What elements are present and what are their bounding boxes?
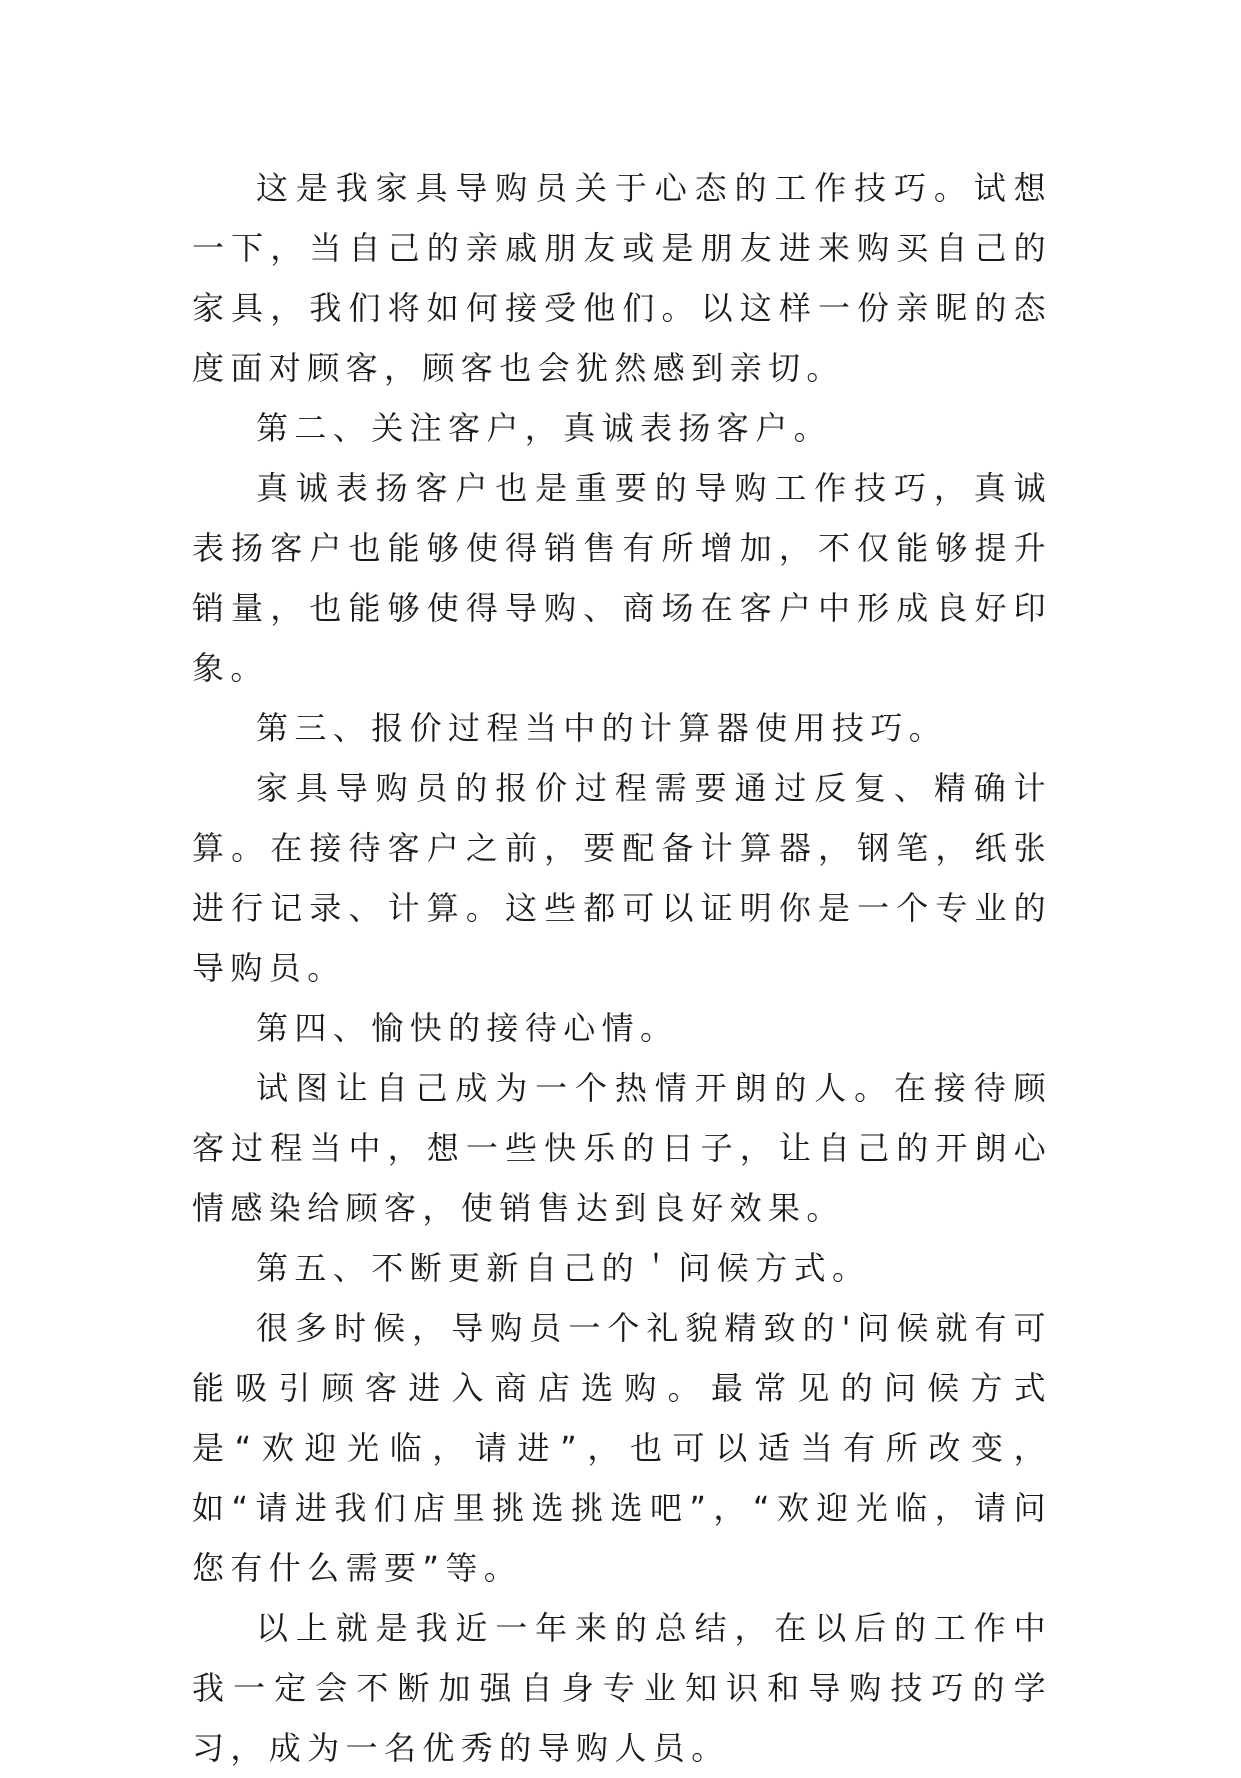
- paragraph-greeting: 很多时候，导购员一个礼貌精致的'问候就有可能吸引顾客进入商店选购。最常见的问候方式是“欢迎光临，请进”，也可以适当有所改变，如“请进我们店里挑选挑选吧”，“欢迎光临，请问您有什么需要”等。: [192, 1309, 1052, 1587]
- paragraph-mood: 试图让自己成为一个热情开朗的人。在接待顾客过程当中，想一些快乐的日子，让自己的开朗心情感染给顾客，使销售达到良好效果。: [192, 1069, 1052, 1227]
- heading-fourth: 第四、愉快的接待心情。: [256, 1009, 679, 1047]
- paragraph-summary: 以上就是我近一年来的总结，在以后的工作中我一定会不断加强自身专业知识和导购技巧的学习，成为一名优秀的导购人员。: [192, 1609, 1052, 1767]
- paragraph-mindset: 这是我家具导购员关于心态的工作技巧。试想一下，当自己的亲戚朋友或是朋友进来购买自己的家具，我们将如何接受他们。以这样一份亲昵的态度面对顾客，顾客也会犹然感到亲切。: [192, 169, 1052, 387]
- heading-fifth: 第五、不断更新自己的＇问候方式。: [256, 1249, 871, 1287]
- heading-third: 第三、报价过程当中的计算器使用技巧。: [256, 709, 948, 747]
- heading-second: 第二、关注客户，真诚表扬客户。: [256, 409, 833, 447]
- document-body: [192, 158, 1052, 1778]
- paragraph-praise: 真诚表扬客户也是重要的导购工作技巧，真诚表扬客户也能够使得销售有所增加，不仅能够提升销量，也能够使得导购、商场在客户中形成良好印象。: [192, 469, 1052, 687]
- paragraph-calculator: 家具导购员的报价过程需要通过反复、精确计算。在接待客户之前，要配备计算器，钢笔，纸张进行记录、计算。这些都可以证明你是一个专业的导购员。: [192, 769, 1052, 987]
